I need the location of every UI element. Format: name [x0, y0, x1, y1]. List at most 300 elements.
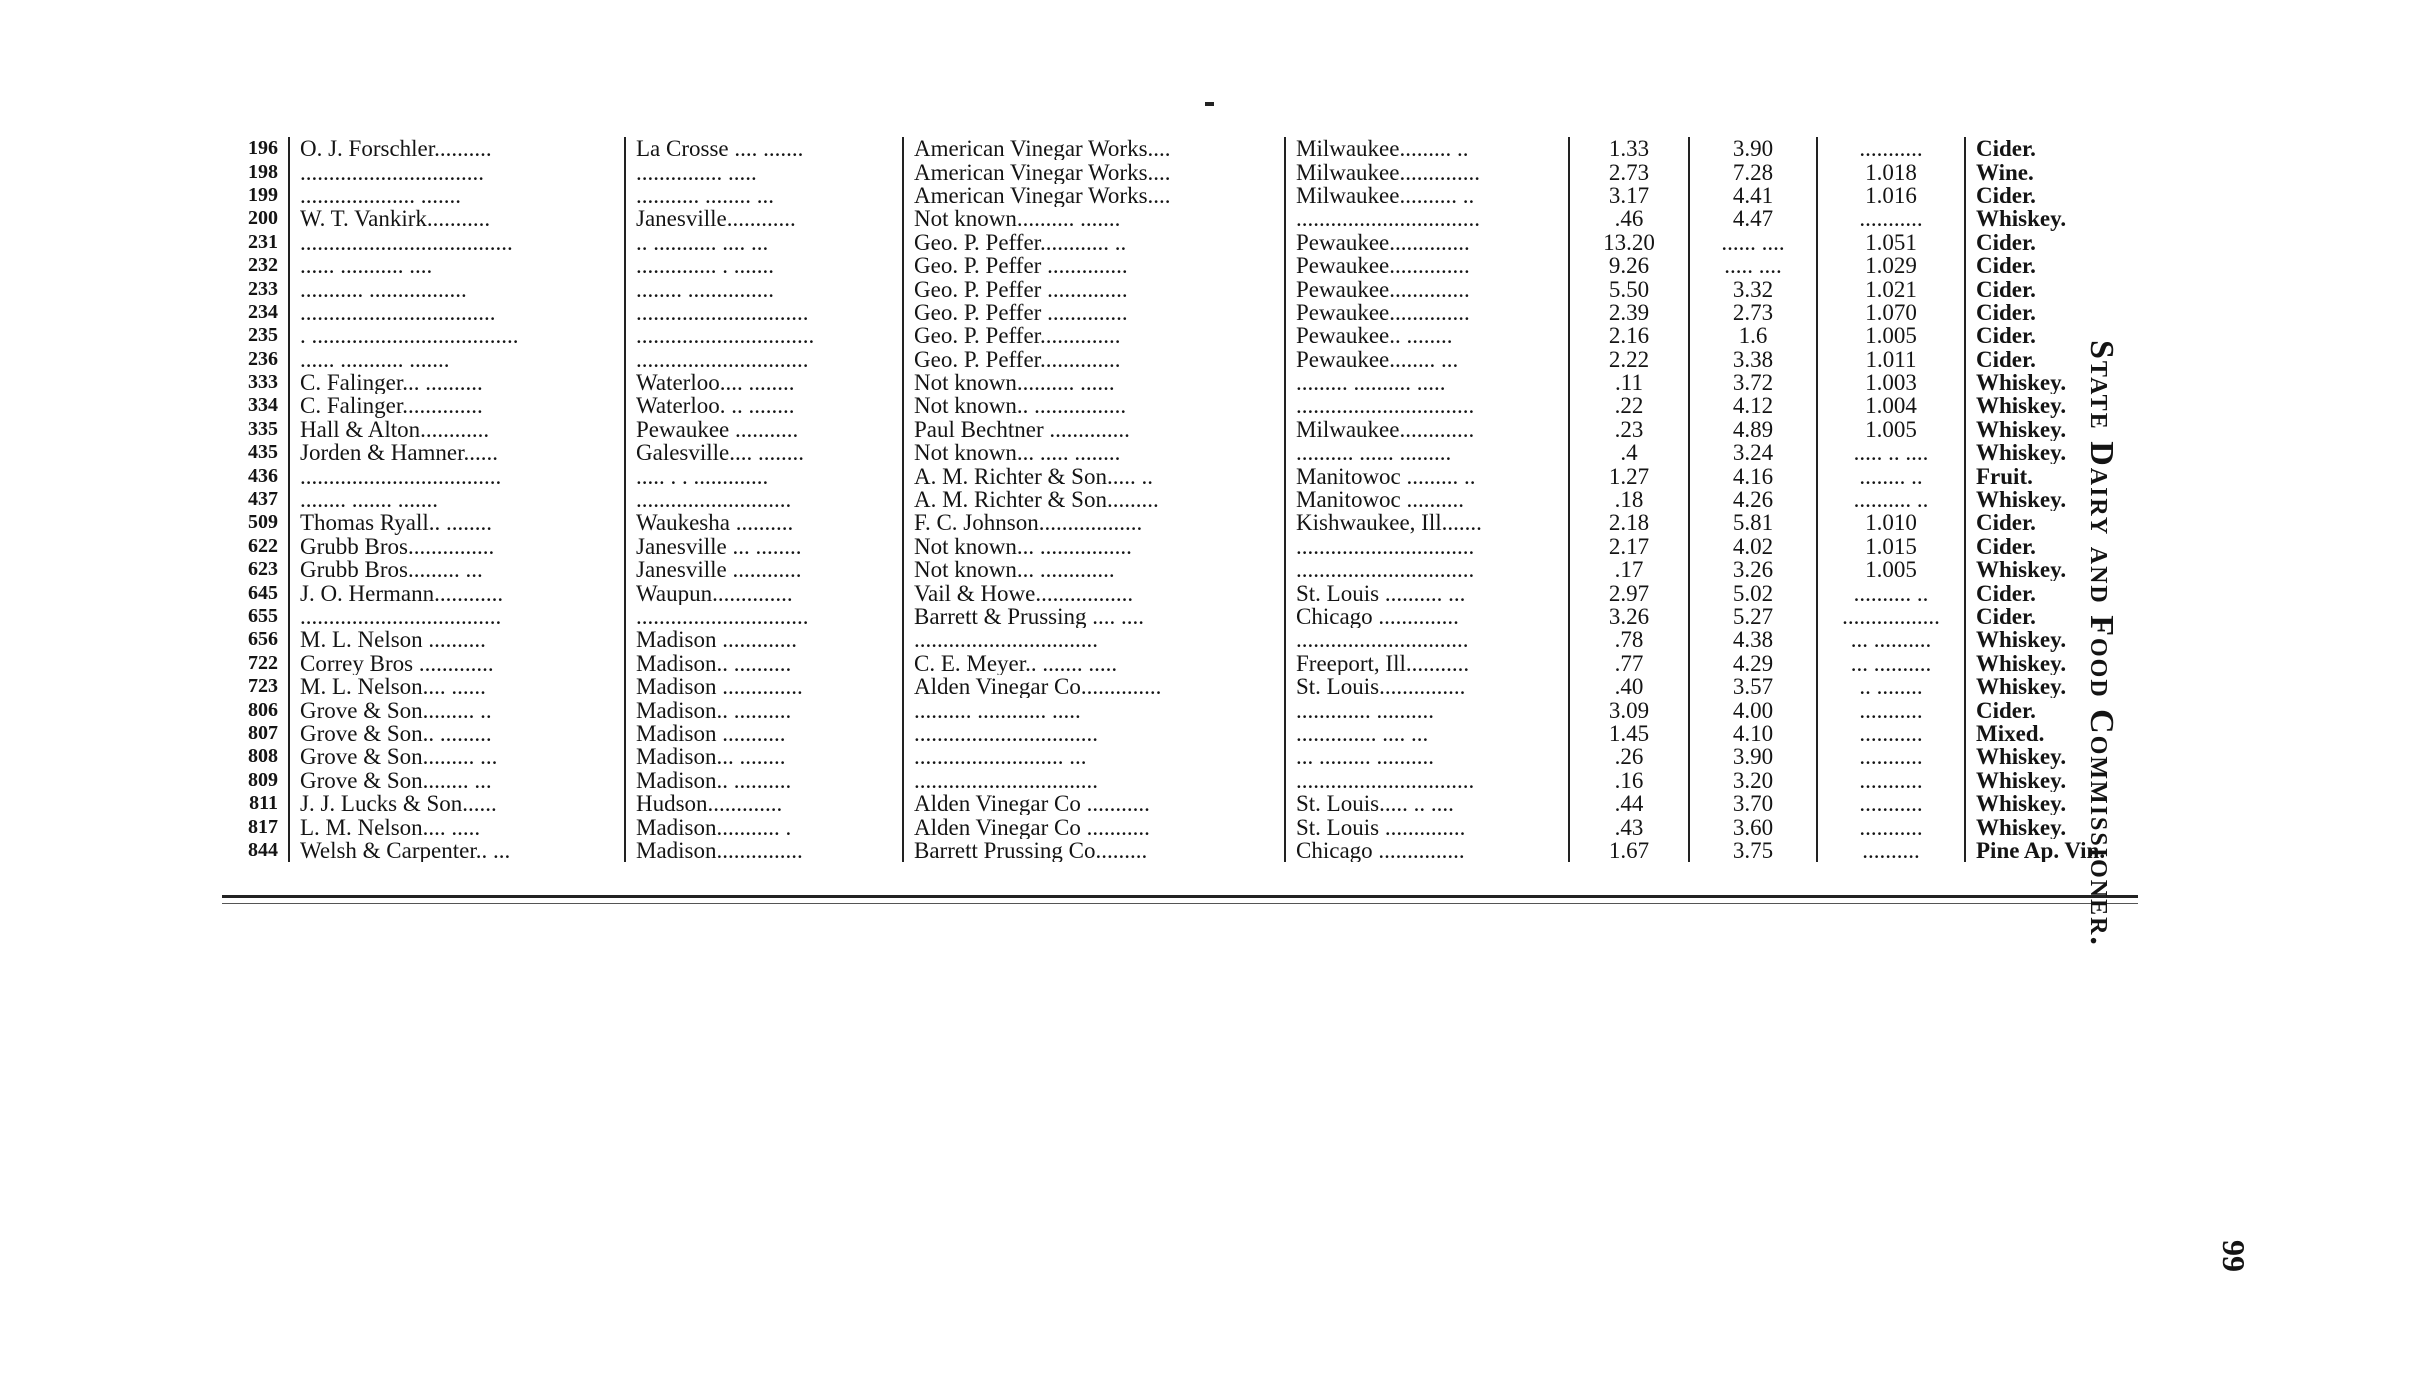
seller-cell: ........ ....... .......	[289, 488, 625, 511]
maker-cell: American Vinegar Works....	[903, 137, 1285, 160]
seller-place-cell: ..............................	[625, 301, 903, 324]
seller-cell: Welsh & Carpenter.. ...	[289, 839, 625, 862]
seller-place-cell: Janesville............	[625, 207, 903, 230]
table-row	[222, 324, 2152, 347]
value-2-cell: 4.10	[1689, 722, 1817, 745]
table-row	[222, 792, 2152, 815]
seller-place-cell: La Crosse .... .......	[625, 137, 903, 160]
value-3-cell: 1.015	[1817, 535, 1965, 558]
value-2-cell: 3.26	[1689, 558, 1817, 581]
maker-place-cell: ...............................	[1285, 769, 1569, 792]
value-2-cell: ..... ....	[1689, 254, 1817, 277]
kind-cell: Whiskey.	[1965, 558, 2152, 581]
value-3-cell: 1.011	[1817, 348, 1965, 371]
value-3-cell: 1.070	[1817, 301, 1965, 324]
kind-cell: Cider.	[1965, 581, 2152, 604]
maker-place-cell: Milwaukee..............	[1285, 160, 1569, 183]
maker-place-cell: Pewaukee..............	[1285, 301, 1569, 324]
seller-place-cell: Waterloo. .. ........	[625, 394, 903, 417]
maker-cell: ................................	[903, 722, 1285, 745]
maker-place-cell: ..............................	[1285, 628, 1569, 651]
seller-place-cell: Janesville ... ........	[625, 535, 903, 558]
sample-number: 811	[249, 792, 278, 815]
sample-number: 199	[248, 183, 278, 206]
maker-cell: .......................... ...	[903, 745, 1285, 768]
maker-cell: Not known.. ................	[903, 394, 1285, 417]
maker-cell: Geo. P. Peffer..............	[903, 324, 1285, 347]
kind-cell: Whiskey.	[1965, 652, 2152, 675]
value-1-cell: .18	[1569, 488, 1689, 511]
table-row	[222, 488, 2152, 511]
sample-number: 236	[248, 347, 278, 370]
value-3-cell: 1.005	[1817, 558, 1965, 581]
kind-cell: Whiskey.	[1965, 769, 2152, 792]
maker-cell: A. M. Richter & Son.........	[903, 488, 1285, 511]
seller-cell: Grove & Son......... ...	[289, 745, 625, 768]
seller-place-cell: ........... ........ ...	[625, 184, 903, 207]
seller-place-cell: .. ........... .... ...	[625, 231, 903, 254]
table-row	[222, 184, 2152, 207]
seller-place-cell: ..... . . .............	[625, 464, 903, 487]
value-3-cell: .................	[1817, 605, 1965, 628]
seller-cell: .................... .......	[289, 184, 625, 207]
sample-number: 817	[248, 815, 278, 838]
analysis-table-body	[222, 137, 2152, 862]
value-2-cell: 3.20	[1689, 769, 1817, 792]
maker-place-cell: ......... .......... .....	[1285, 371, 1569, 394]
seller-place-cell: Waupun..............	[625, 581, 903, 604]
value-1-cell: .22	[1569, 394, 1689, 417]
seller-cell: ...... ........... .......	[289, 348, 625, 371]
seller-cell: .....................................	[289, 231, 625, 254]
table-row	[222, 441, 2152, 464]
maker-place-cell: Milwaukee......... ..	[1285, 137, 1569, 160]
value-3-cell: ...........	[1817, 137, 1965, 160]
table-row	[222, 698, 2152, 721]
sample-number: 622	[248, 534, 278, 557]
value-3-cell: ...........	[1817, 698, 1965, 721]
seller-cell: . ....................................	[289, 324, 625, 347]
sample-number: 723	[248, 675, 278, 698]
value-3-cell: .......... ..	[1817, 488, 1965, 511]
page-number-text: 99	[2216, 1240, 2252, 1272]
running-title	[2080, 340, 2120, 1140]
maker-cell: Barrett Prussing Co.........	[903, 839, 1285, 862]
seller-place-cell: ...........................	[625, 488, 903, 511]
analysis-table	[222, 137, 2152, 862]
seller-cell: Hall & Alton............	[289, 418, 625, 441]
maker-cell: Alden Vinegar Co..............	[903, 675, 1285, 698]
sample-number: 645	[248, 581, 278, 604]
maker-place-cell: Pewaukee........ ...	[1285, 348, 1569, 371]
maker-cell: Geo. P. Peffer ..............	[903, 277, 1285, 300]
seller-place-cell: Madison........... .	[625, 815, 903, 838]
value-3-cell: 1.051	[1817, 231, 1965, 254]
maker-place-cell: Freeport, Ill...........	[1285, 652, 1569, 675]
value-2-cell: 3.72	[1689, 371, 1817, 394]
maker-place-cell: Manitowoc ..........	[1285, 488, 1569, 511]
maker-cell: Not known... ................	[903, 535, 1285, 558]
table-row	[222, 348, 2152, 371]
kind-cell: Whiskey.	[1965, 418, 2152, 441]
value-1-cell: 2.97	[1569, 581, 1689, 604]
top-mark	[1205, 102, 1214, 106]
sample-number: 233	[248, 277, 278, 300]
seller-cell: O. J. Forschler..........	[289, 137, 625, 160]
value-2-cell: ...... ....	[1689, 231, 1817, 254]
value-2-cell: 4.02	[1689, 535, 1817, 558]
table-row	[222, 418, 2152, 441]
maker-place-cell: .............. .... ...	[1285, 722, 1569, 745]
seller-cell: ...... ........... ....	[289, 254, 625, 277]
table-row	[222, 464, 2152, 487]
value-2-cell: 3.38	[1689, 348, 1817, 371]
value-2-cell: 5.27	[1689, 605, 1817, 628]
value-2-cell: 2.73	[1689, 301, 1817, 324]
kind-cell: Fruit.	[1965, 464, 2152, 487]
value-3-cell: ... ..........	[1817, 628, 1965, 651]
sample-number: 509	[248, 511, 278, 534]
seller-cell: M. L. Nelson ..........	[289, 628, 625, 651]
value-3-cell: 1.005	[1817, 418, 1965, 441]
table-row	[222, 769, 2152, 792]
table-row	[222, 511, 2152, 534]
seller-cell: Grubb Bros......... ...	[289, 558, 625, 581]
sample-number: 333	[248, 371, 278, 394]
maker-place-cell: St. Louis .......... ...	[1285, 581, 1569, 604]
value-1-cell: .26	[1569, 745, 1689, 768]
kind-cell: Whiskey.	[1965, 675, 2152, 698]
seller-cell: J. O. Hermann............	[289, 581, 625, 604]
value-3-cell: 1.005	[1817, 324, 1965, 347]
table-bottom-rule-thin	[222, 903, 2138, 904]
sample-number: 655	[248, 605, 278, 627]
sample-number: 807	[248, 721, 278, 744]
value-1-cell: 1.67	[1569, 839, 1689, 862]
maker-place-cell: ...............................	[1285, 535, 1569, 558]
maker-cell: Not known... .............	[903, 558, 1285, 581]
table-row	[222, 605, 2152, 628]
seller-place-cell: Galesville.... ........	[625, 441, 903, 464]
kind-cell: Cider.	[1965, 277, 2152, 300]
sample-number: 235	[248, 324, 278, 347]
value-1-cell: 2.18	[1569, 511, 1689, 534]
kind-cell: Whiskey.	[1965, 815, 2152, 838]
maker-cell: Barrett & Prussing .... ....	[903, 605, 1285, 628]
seller-cell: M. L. Nelson.... ......	[289, 675, 625, 698]
sample-number: 844	[248, 838, 278, 861]
seller-place-cell: Madison ...........	[625, 722, 903, 745]
table-row	[222, 722, 2152, 745]
value-3-cell: ...........	[1817, 792, 1965, 815]
value-3-cell: 1.016	[1817, 184, 1965, 207]
maker-cell: Geo. P. Peffer............ ..	[903, 231, 1285, 254]
kind-cell: Whiskey.	[1965, 488, 2152, 511]
value-2-cell: 4.29	[1689, 652, 1817, 675]
seller-cell: ................................	[289, 160, 625, 183]
maker-place-cell: ...............................	[1285, 558, 1569, 581]
sample-number: 335	[248, 417, 278, 440]
kind-cell: Cider.	[1965, 511, 2152, 534]
value-2-cell: 7.28	[1689, 160, 1817, 183]
table-row	[222, 207, 2152, 230]
value-2-cell: 5.81	[1689, 511, 1817, 534]
value-1-cell: .43	[1569, 815, 1689, 838]
value-2-cell: 4.38	[1689, 628, 1817, 651]
maker-cell: ................................	[903, 628, 1285, 651]
kind-cell: Cider.	[1965, 254, 2152, 277]
value-3-cell: .. ........	[1817, 675, 1965, 698]
kind-cell: Cider.	[1965, 184, 2152, 207]
seller-cell: C. Falinger... ..........	[289, 371, 625, 394]
value-2-cell: 4.12	[1689, 394, 1817, 417]
value-1-cell: .44	[1569, 792, 1689, 815]
value-1-cell: 3.09	[1569, 698, 1689, 721]
value-1-cell: .17	[1569, 558, 1689, 581]
table-bottom-rule	[222, 895, 2138, 898]
table-row	[222, 394, 2152, 417]
maker-place-cell: Milwaukee.............	[1285, 418, 1569, 441]
sample-number: 200	[248, 207, 278, 230]
sample-number: 436	[248, 464, 278, 487]
value-1-cell: 9.26	[1569, 254, 1689, 277]
value-2-cell: 3.57	[1689, 675, 1817, 698]
value-3-cell: 1.021	[1817, 277, 1965, 300]
seller-cell: Jorden & Hamner......	[289, 441, 625, 464]
maker-place-cell: ............. ..........	[1285, 698, 1569, 721]
value-1-cell: 3.17	[1569, 184, 1689, 207]
value-3-cell: ...........	[1817, 769, 1965, 792]
value-1-cell: 5.50	[1569, 277, 1689, 300]
table-row	[222, 558, 2152, 581]
value-2-cell: 4.41	[1689, 184, 1817, 207]
maker-cell: A. M. Richter & Son..... ..	[903, 464, 1285, 487]
table-row	[222, 277, 2152, 300]
maker-place-cell: St. Louis..... .. ....	[1285, 792, 1569, 815]
kind-cell: Cider.	[1965, 137, 2152, 160]
table-row	[222, 231, 2152, 254]
value-1-cell: .78	[1569, 628, 1689, 651]
seller-cell: C. Falinger..............	[289, 394, 625, 417]
seller-cell: Grubb Bros...............	[289, 535, 625, 558]
kind-cell: Whiskey.	[1965, 745, 2152, 768]
maker-place-cell: ................................	[1285, 207, 1569, 230]
value-2-cell: 3.90	[1689, 137, 1817, 160]
value-1-cell: .4	[1569, 441, 1689, 464]
maker-cell: Alden Vinegar Co ...........	[903, 815, 1285, 838]
value-1-cell: 2.39	[1569, 301, 1689, 324]
value-3-cell: ...........	[1817, 207, 1965, 230]
maker-cell: .......... ............ .....	[903, 698, 1285, 721]
maker-cell: C. E. Meyer.. ....... .....	[903, 652, 1285, 675]
value-3-cell: 1.010	[1817, 511, 1965, 534]
maker-cell: Not known.......... .......	[903, 207, 1285, 230]
seller-place-cell: Waukesha ..........	[625, 511, 903, 534]
kind-cell: Cider.	[1965, 301, 2152, 324]
seller-cell: Grove & Son......... ..	[289, 698, 625, 721]
seller-place-cell: ..............................	[625, 348, 903, 371]
value-3-cell: 1.004	[1817, 394, 1965, 417]
maker-cell: ................................	[903, 769, 1285, 792]
maker-place-cell: St. Louis ..............	[1285, 815, 1569, 838]
value-2-cell: 5.02	[1689, 581, 1817, 604]
value-1-cell: 3.26	[1569, 605, 1689, 628]
value-3-cell: ...........	[1817, 745, 1965, 768]
seller-cell: Correy Bros .............	[289, 652, 625, 675]
value-1-cell: 2.22	[1569, 348, 1689, 371]
value-1-cell: .40	[1569, 675, 1689, 698]
value-2-cell: 3.70	[1689, 792, 1817, 815]
value-1-cell: 13.20	[1569, 231, 1689, 254]
seller-place-cell: ............... .....	[625, 160, 903, 183]
kind-cell: Cider.	[1965, 605, 2152, 628]
value-3-cell: 1.018	[1817, 160, 1965, 183]
page-number	[2212, 1240, 2252, 1280]
value-2-cell: 3.75	[1689, 839, 1817, 862]
table-row	[222, 254, 2152, 277]
sample-number: 231	[248, 230, 278, 253]
maker-place-cell: ... ......... ..........	[1285, 745, 1569, 768]
value-1-cell: 1.27	[1569, 464, 1689, 487]
seller-place-cell: Madison... ........	[625, 745, 903, 768]
value-1-cell: .23	[1569, 418, 1689, 441]
sample-number: 623	[248, 558, 278, 581]
kind-cell: Cider.	[1965, 231, 2152, 254]
kind-cell: Whiskey.	[1965, 371, 2152, 394]
value-3-cell: ... ..........	[1817, 652, 1965, 675]
value-1-cell: 2.16	[1569, 324, 1689, 347]
value-2-cell: 4.16	[1689, 464, 1817, 487]
maker-cell: American Vinegar Works....	[903, 184, 1285, 207]
maker-cell: American Vinegar Works....	[903, 160, 1285, 183]
value-1-cell: 2.17	[1569, 535, 1689, 558]
seller-cell: ........... .................	[289, 277, 625, 300]
maker-place-cell: Milwaukee.......... ..	[1285, 184, 1569, 207]
sample-number: 198	[248, 160, 278, 183]
seller-place-cell: Pewaukee ...........	[625, 418, 903, 441]
kind-cell: Cider.	[1965, 698, 2152, 721]
value-3-cell: ........ ..	[1817, 464, 1965, 487]
seller-cell: Grove & Son........ ...	[289, 769, 625, 792]
sample-number: 656	[248, 628, 278, 651]
value-3-cell: ...........	[1817, 722, 1965, 745]
value-1-cell: .11	[1569, 371, 1689, 394]
table-row	[222, 581, 2152, 604]
kind-cell: Mixed.	[1965, 722, 2152, 745]
seller-cell: L. M. Nelson.... .....	[289, 815, 625, 838]
kind-cell: Wine.	[1965, 160, 2152, 183]
value-2-cell: 4.26	[1689, 488, 1817, 511]
maker-place-cell: Pewaukee.. ........	[1285, 324, 1569, 347]
value-2-cell: 3.32	[1689, 277, 1817, 300]
analysis-table-wrap	[222, 137, 2138, 897]
table-row	[222, 137, 2152, 160]
seller-place-cell: Madison.. ..........	[625, 769, 903, 792]
value-2-cell: 3.90	[1689, 745, 1817, 768]
kind-cell: Whiskey.	[1965, 628, 2152, 651]
seller-place-cell: Madison.. ..........	[625, 698, 903, 721]
sample-number: 334	[248, 394, 278, 417]
maker-cell: Vail & Howe.................	[903, 581, 1285, 604]
seller-place-cell: Madison .............	[625, 628, 903, 651]
maker-place-cell: Kishwaukee, Ill.......	[1285, 511, 1569, 534]
seller-cell: Grove & Son.. .........	[289, 722, 625, 745]
sample-number: 722	[248, 651, 278, 674]
sample-number: 809	[248, 768, 278, 791]
maker-place-cell: ...............................	[1285, 394, 1569, 417]
maker-place-cell: St. Louis...............	[1285, 675, 1569, 698]
seller-place-cell: Waterloo.... ........	[625, 371, 903, 394]
table-row	[222, 160, 2152, 183]
kind-cell: Pine Ap. Vin.	[1965, 839, 2152, 862]
sample-number: 435	[248, 441, 278, 464]
table-row	[222, 535, 2152, 558]
table-row	[222, 652, 2152, 675]
seller-place-cell: Madison...............	[625, 839, 903, 862]
sample-number: 234	[248, 300, 278, 323]
table-row	[222, 301, 2152, 324]
value-3-cell: .......... ..	[1817, 581, 1965, 604]
running-title-text: State Dairy and Food Commissioner.	[2083, 340, 2120, 947]
value-1-cell: .16	[1569, 769, 1689, 792]
maker-cell: Geo. P. Peffer..............	[903, 348, 1285, 371]
kind-cell: Whiskey.	[1965, 394, 2152, 417]
maker-cell: Paul Bechtner ..............	[903, 418, 1285, 441]
maker-place-cell: Manitowoc ......... ..	[1285, 464, 1569, 487]
value-2-cell: 3.24	[1689, 441, 1817, 464]
value-3-cell: ..... .. ....	[1817, 441, 1965, 464]
seller-place-cell: .............. . .......	[625, 254, 903, 277]
value-1-cell: .46	[1569, 207, 1689, 230]
seller-cell: ...................................	[289, 605, 625, 628]
value-1-cell: 1.45	[1569, 722, 1689, 745]
value-2-cell: 4.00	[1689, 698, 1817, 721]
maker-place-cell: Pewaukee..............	[1285, 254, 1569, 277]
table-row	[222, 675, 2152, 698]
seller-place-cell: Madison.. ..........	[625, 652, 903, 675]
kind-cell: Whiskey.	[1965, 207, 2152, 230]
kind-cell: Cider.	[1965, 535, 2152, 558]
seller-cell: J. J. Lucks & Son......	[289, 792, 625, 815]
value-1-cell: 2.73	[1569, 160, 1689, 183]
table-row	[222, 628, 2152, 651]
seller-cell: ..................................	[289, 301, 625, 324]
table-row	[222, 839, 2152, 862]
kind-cell: Whiskey.	[1965, 441, 2152, 464]
seller-place-cell: ..............................	[625, 605, 903, 628]
value-2-cell: 1.6	[1689, 324, 1817, 347]
sample-number: 806	[248, 698, 278, 721]
maker-cell: Geo. P. Peffer ..............	[903, 301, 1285, 324]
value-3-cell: ...........	[1817, 815, 1965, 838]
maker-place-cell: Chicago ..............	[1285, 605, 1569, 628]
table-row	[222, 371, 2152, 394]
seller-place-cell: ...............................	[625, 324, 903, 347]
sample-number: 808	[248, 745, 278, 768]
maker-place-cell: Pewaukee..............	[1285, 231, 1569, 254]
seller-cell: Thomas Ryall.. ........	[289, 511, 625, 534]
maker-cell: Not known.......... ......	[903, 371, 1285, 394]
maker-place-cell: Pewaukee..............	[1285, 277, 1569, 300]
kind-cell: Cider.	[1965, 324, 2152, 347]
seller-place-cell: Madison ..............	[625, 675, 903, 698]
value-1-cell: .77	[1569, 652, 1689, 675]
value-2-cell: 4.89	[1689, 418, 1817, 441]
maker-cell: Alden Vinegar Co ...........	[903, 792, 1285, 815]
sample-number: 196	[248, 137, 278, 160]
value-3-cell: 1.003	[1817, 371, 1965, 394]
seller-place-cell: Janesville ............	[625, 558, 903, 581]
